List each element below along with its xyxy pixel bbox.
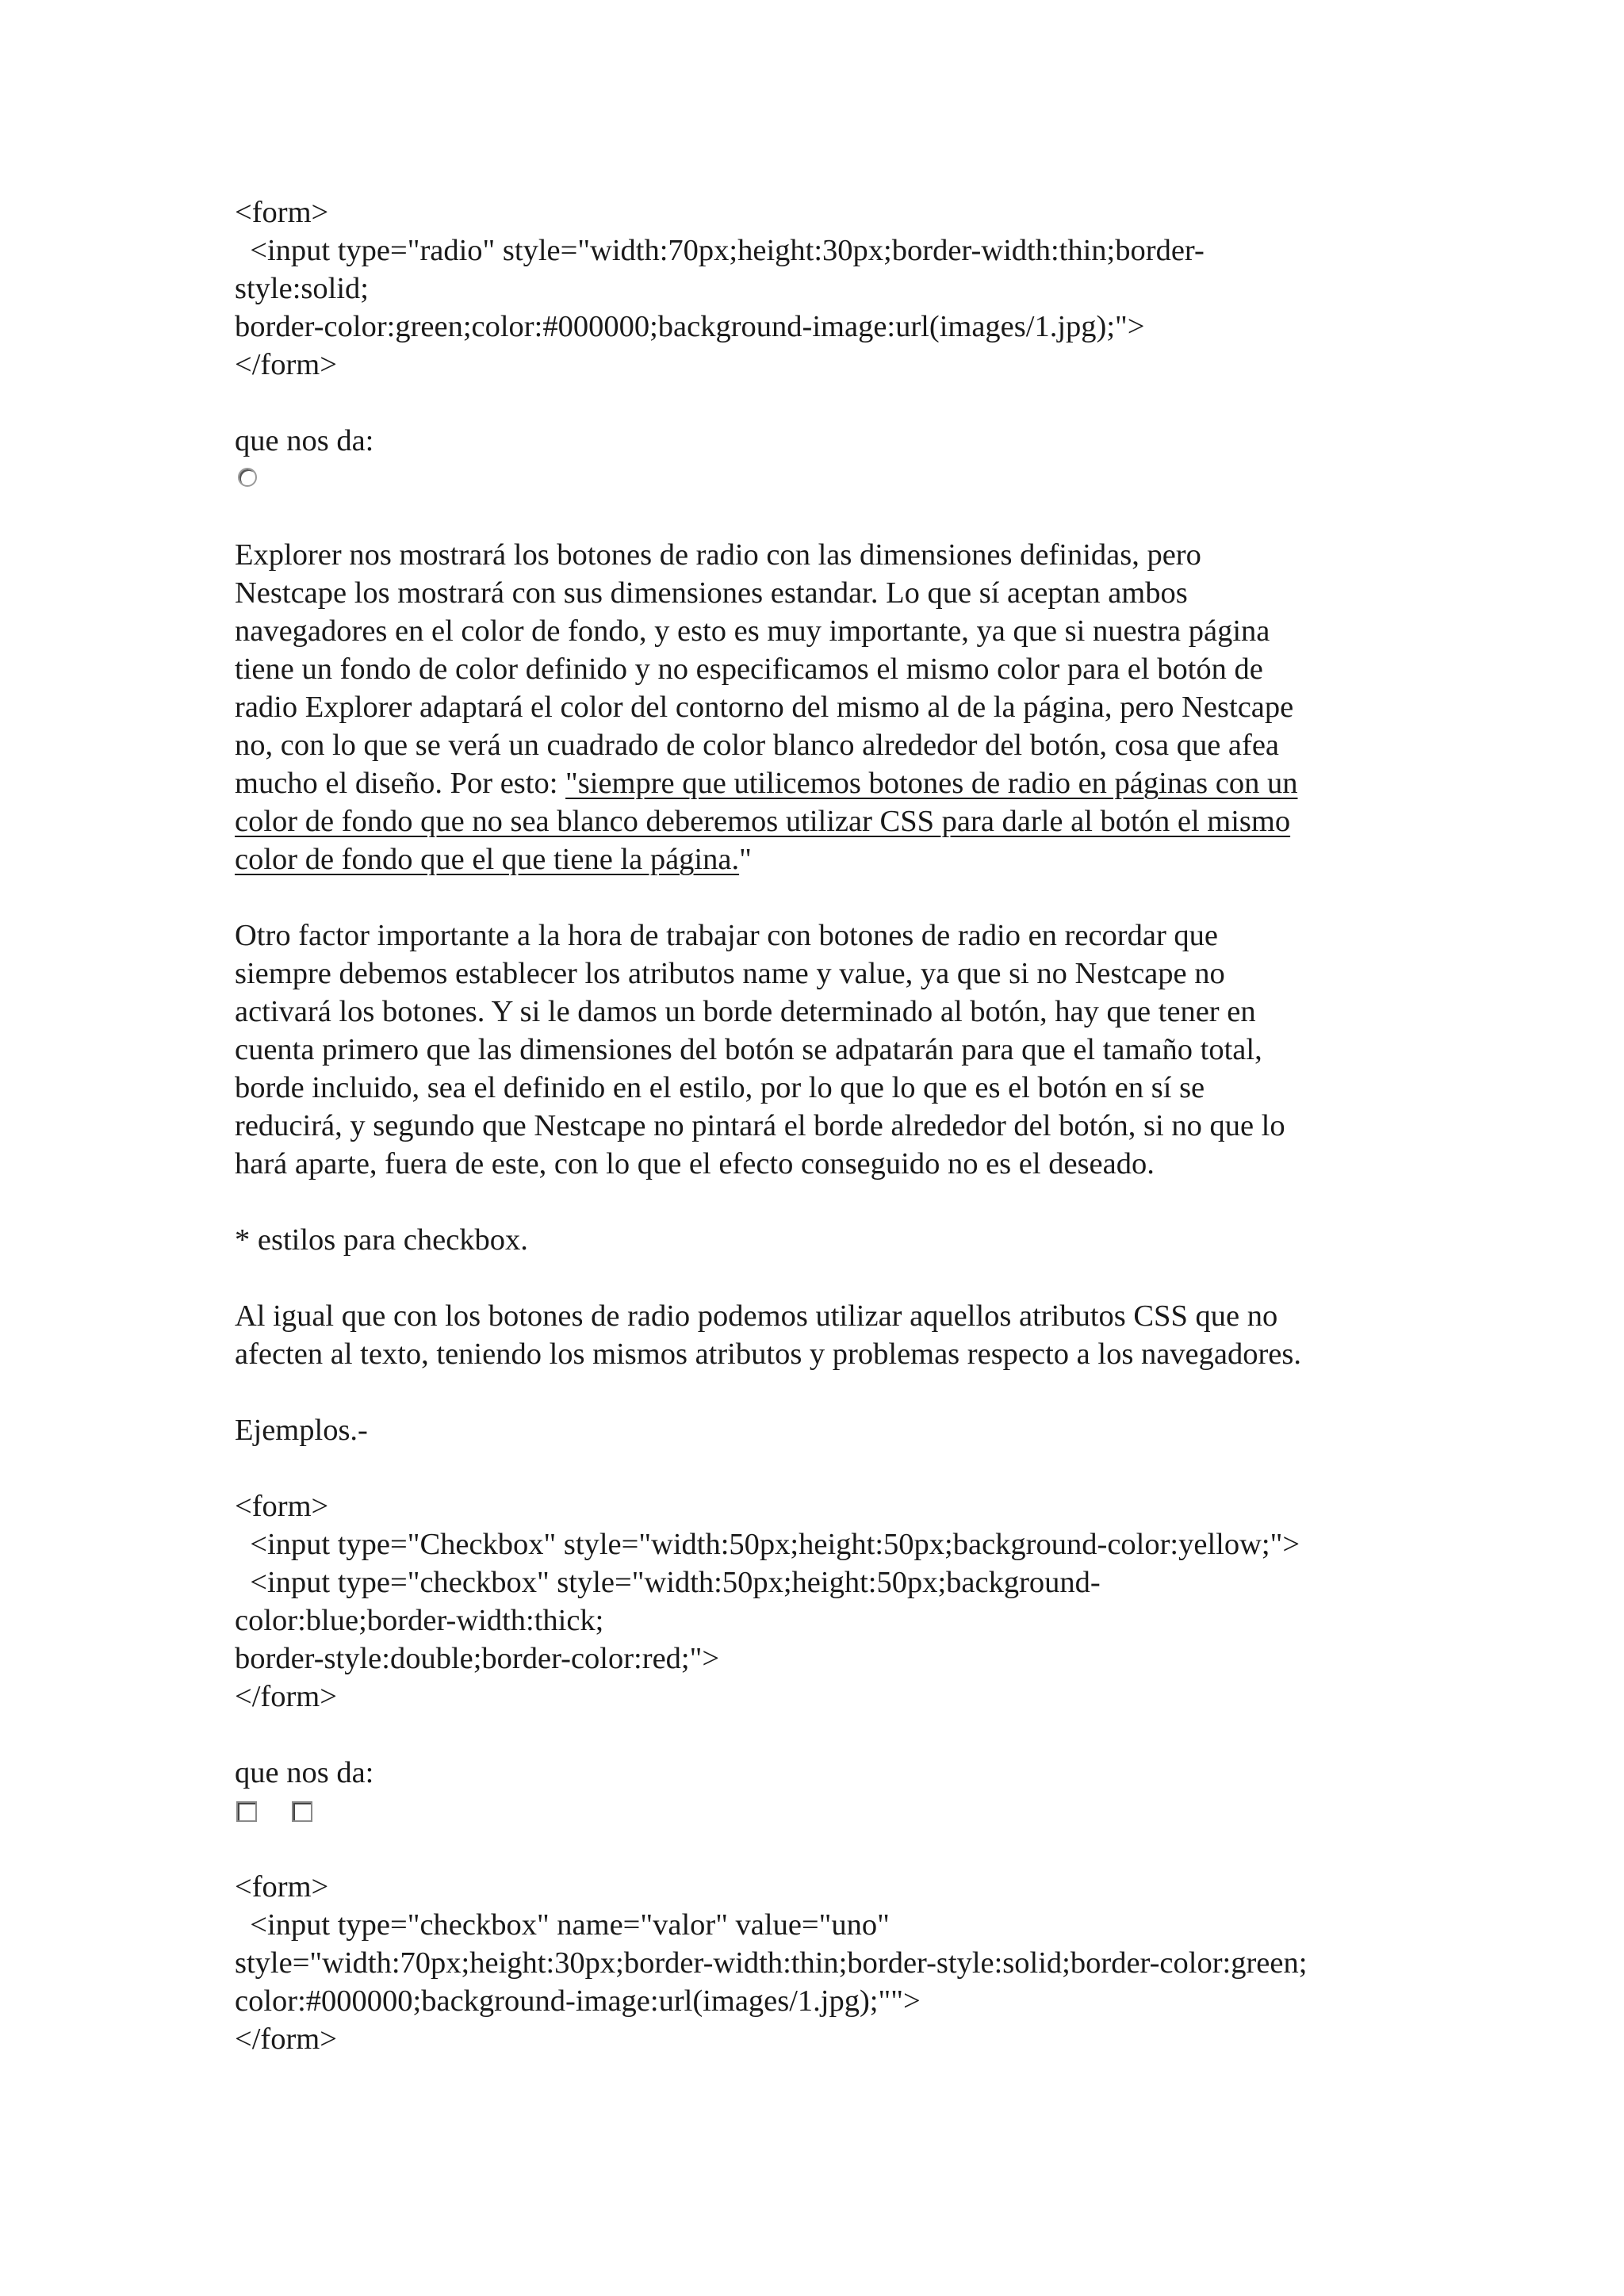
paragraph-line [235,764,1408,802]
underlined-quote: "siempre que utilicemos botones de radio en páginas con un [565,767,1298,800]
radio-demo [235,460,1408,498]
code-line: color:blue;border-width:thick; [235,1604,604,1637]
checkbox-yellow[interactable] [236,1801,257,1822]
document-body [235,193,1408,2058]
code-line: </form> [235,348,337,381]
paragraph-line: afecten al texto, teniendo los mismos atributos y problemas respecto a los navegadores. [235,1337,1301,1371]
examples-label: Ejemplos.- [235,1414,368,1447]
section-heading: * estilos para checkbox. [235,1223,528,1257]
code-line: <form> [235,1490,329,1523]
code-line: <form> [235,1870,329,1904]
paragraph-line [235,802,1408,840]
paragraph-line: no, con lo que se verá un cuadrado de color blanco alrededor del botón, cosa que afea [235,729,1280,762]
code-line: border-color:green;color:#000000;background-image:url(images/1.jpg);"> [235,310,1145,343]
paragraph-line [235,840,1408,878]
checkbox-demo [235,1792,1408,1830]
code-block-checkbox [235,1487,1408,1716]
result-label: que nos da: [235,424,374,457]
paragraph-line: navegadores en el color de fondo, y esto es muy importante, ya que si nuestra página [235,614,1270,648]
code-line: </form> [235,1680,337,1713]
underlined-quote: color de fondo que no sea blanco deberemos utilizar CSS para darle al botón el mismo [235,805,1291,838]
paragraph-line: hará aparte, fuera de este, con lo que el efecto conseguido no es el deseado. [235,1147,1155,1181]
paragraph-checkbox-intro [235,1297,1408,1373]
code-line: </form> [235,2022,337,2056]
underlined-quote: color de fondo que el que tiene la página. [235,843,740,876]
paragraph-name-value [235,916,1408,1183]
code-line: <input type="checkbox" name="valor" value="uno" [235,1908,890,1942]
paragraph-line: Nestcape los mostrará con sus dimensiones estandar. Lo que sí aceptan ambos [235,576,1188,610]
paragraph-explorer-nestcape [235,536,1408,878]
code-line: border-style:double;border-color:red;"> [235,1642,720,1675]
checkbox-blue[interactable] [292,1801,312,1822]
code-line: style:solid; [235,272,369,305]
paragraph-line: Al igual que con los botones de radio podemos utilizar aquellos atributos CSS que no [235,1299,1278,1333]
paragraph-line: radio Explorer adaptará el color del contorno del mismo al de la página, pero Nestcape [235,691,1294,724]
paragraph-line: Explorer nos mostrará los botones de radio con las dimensiones definidas, pero [235,538,1201,572]
paragraph-line: cuenta primero que las dimensiones del botón se adpatarán para que el tamaño total, [235,1033,1262,1066]
paragraph-line: activará los botones. Y si le damos un borde determinado al botón, hay que tener en [235,995,1256,1028]
paragraph-text: mucho el diseño. Por esto: [235,767,566,800]
code-line: <form> [235,196,329,229]
code-line: <input type="checkbox" style="width:50px;height:50px;background- [235,1566,1101,1599]
result-label: que nos da: [235,1756,374,1789]
paragraph-line: reducirá, y segundo que Nestcape no pintará el borde alrededor del botón, si no que lo [235,1109,1285,1142]
paragraph-line: tiene un fondo de color definido y no especificamos el mismo color para el botón de [235,652,1263,686]
code-line: <input type="Checkbox" style="width:50px;height:50px;background-color:yellow;"> [235,1528,1300,1561]
paragraph-text: " [739,843,752,876]
code-block-checkbox-named [235,1868,1408,2058]
paragraph-line: siempre debemos establecer los atributos name y value, ya que si no Nestcape no [235,957,1225,990]
code-line: <input type="radio" style="width:70px;height:30px;border-width:thin;border- [235,234,1205,267]
code-line: color:#000000;background-image:url(images/1.jpg);""> [235,1984,921,2018]
code-line: style="width:70px;height:30px;border-width:thin;border-style:solid;border-color:green; [235,1946,1308,1980]
paragraph-line: borde incluido, sea el definido en el estilo, por lo que lo que es el botón en sí se [235,1071,1205,1104]
paragraph-line: Otro factor importante a la hora de trabajar con botones de radio en recordar que [235,919,1218,952]
code-block-radio [235,193,1408,384]
radio-button[interactable] [238,468,257,487]
